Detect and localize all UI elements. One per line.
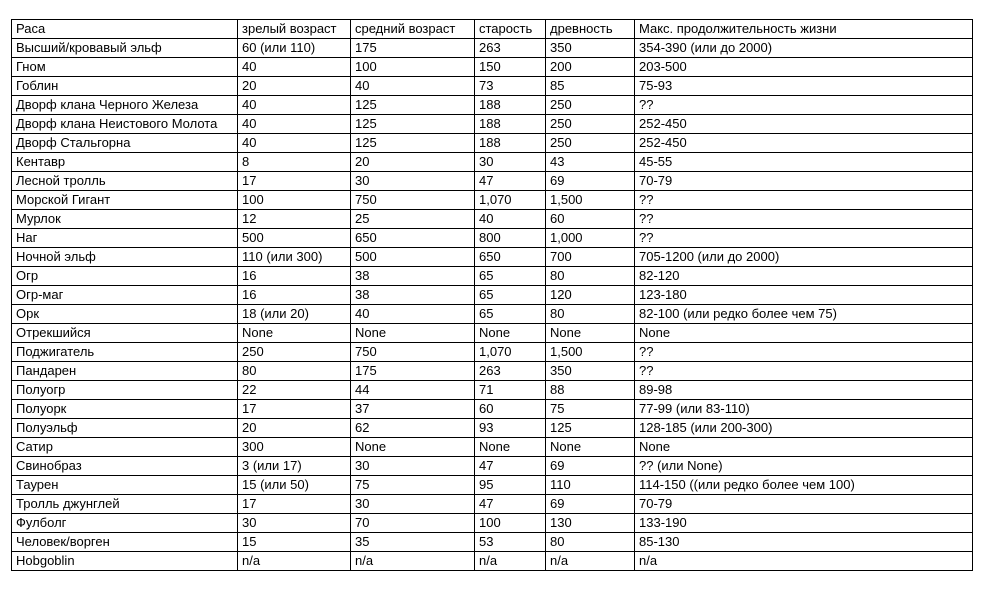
venerable-age-cell: 69 (546, 495, 635, 514)
venerable-age-cell: 250 (546, 115, 635, 134)
race-lifespan-table (11, 19, 973, 571)
race-cell: Гоблин (12, 77, 238, 96)
table-row (12, 419, 973, 438)
old-age-cell: 95 (475, 476, 546, 495)
table-row (12, 533, 973, 552)
max-lifespan-cell: 70-79 (635, 172, 973, 191)
maturity-age-cell: 40 (238, 115, 351, 134)
max-lifespan-cell: 82-120 (635, 267, 973, 286)
max-lifespan-cell: 45-55 (635, 153, 973, 172)
max-lifespan-cell: 252-450 (635, 115, 973, 134)
table-row (12, 400, 973, 419)
race-cell: Hobgoblin (12, 552, 238, 571)
middle-age-cell: 37 (351, 400, 475, 419)
max-lifespan-cell: 89-98 (635, 381, 973, 400)
maturity-age-cell: 16 (238, 286, 351, 305)
race-cell: Высший/кровавый эльф (12, 39, 238, 58)
venerable-age-cell: 60 (546, 210, 635, 229)
table-row (12, 248, 973, 267)
maturity-age-cell: 300 (238, 438, 351, 457)
max-lifespan-cell: 705-1200 (или до 2000) (635, 248, 973, 267)
venerable-age-cell: 250 (546, 134, 635, 153)
old-age-cell: 47 (475, 172, 546, 191)
maturity-age-cell: 3 (или 17) (238, 457, 351, 476)
venerable-age-cell: 350 (546, 362, 635, 381)
max-lifespan-cell: 123-180 (635, 286, 973, 305)
max-lifespan-cell: 252-450 (635, 134, 973, 153)
maturity-age-cell: 100 (238, 191, 351, 210)
middle-age-cell: 20 (351, 153, 475, 172)
old-age-cell: 47 (475, 457, 546, 476)
middle-age-cell: 30 (351, 495, 475, 514)
maturity-age-cell: None (238, 324, 351, 343)
max-lifespan-cell: None (635, 438, 973, 457)
table-row (12, 362, 973, 381)
middle-age-cell: 70 (351, 514, 475, 533)
max-lifespan-cell: ?? (или None) (635, 457, 973, 476)
middle-age-cell: 38 (351, 286, 475, 305)
table-row (12, 457, 973, 476)
max-lifespan-cell: 70-79 (635, 495, 973, 514)
table-row (12, 172, 973, 191)
race-lifespan-sheet (11, 19, 972, 571)
middle-age-cell: 175 (351, 362, 475, 381)
maturity-age-cell: 60 (или 110) (238, 39, 351, 58)
middle-age-cell: 38 (351, 267, 475, 286)
max-lifespan-cell: ?? (635, 191, 973, 210)
max-lifespan-cell: None (635, 324, 973, 343)
maturity-age-cell: 17 (238, 495, 351, 514)
race-cell: Дворф клана Неистового Молота (12, 115, 238, 134)
old-age-cell: 263 (475, 39, 546, 58)
maturity-age-cell: 40 (238, 134, 351, 153)
maturity-age-cell: 8 (238, 153, 351, 172)
max-lifespan-cell: ?? (635, 210, 973, 229)
header-max-lifespan: Макс. продолжительность жизни (635, 20, 973, 39)
old-age-cell: 71 (475, 381, 546, 400)
table-row (12, 191, 973, 210)
venerable-age-cell: 69 (546, 457, 635, 476)
table-row (12, 229, 973, 248)
maturity-age-cell: 18 (или 20) (238, 305, 351, 324)
table-row (12, 552, 973, 571)
old-age-cell: None (475, 324, 546, 343)
venerable-age-cell: 43 (546, 153, 635, 172)
table-row (12, 153, 973, 172)
maturity-age-cell: 80 (238, 362, 351, 381)
max-lifespan-cell: n/a (635, 552, 973, 571)
venerable-age-cell: None (546, 324, 635, 343)
table-row (12, 476, 973, 495)
old-age-cell: 47 (475, 495, 546, 514)
old-age-cell: 30 (475, 153, 546, 172)
max-lifespan-cell: 77-99 (или 83-110) (635, 400, 973, 419)
header-row (12, 20, 973, 39)
venerable-age-cell: 250 (546, 96, 635, 115)
table-row (12, 58, 973, 77)
old-age-cell: 40 (475, 210, 546, 229)
middle-age-cell: 125 (351, 96, 475, 115)
max-lifespan-cell: 354-390 (или до 2000) (635, 39, 973, 58)
max-lifespan-cell: ?? (635, 96, 973, 115)
max-lifespan-cell: ?? (635, 229, 973, 248)
old-age-cell: 800 (475, 229, 546, 248)
venerable-age-cell: 130 (546, 514, 635, 533)
race-cell: Таурен (12, 476, 238, 495)
old-age-cell: 65 (475, 267, 546, 286)
maturity-age-cell: 15 (238, 533, 351, 552)
race-cell: Человек/ворген (12, 533, 238, 552)
table-row (12, 305, 973, 324)
header-venerable-age: древность (546, 20, 635, 39)
table-row (12, 134, 973, 153)
table-row (12, 210, 973, 229)
old-age-cell: 53 (475, 533, 546, 552)
middle-age-cell: 125 (351, 115, 475, 134)
venerable-age-cell: None (546, 438, 635, 457)
header-maturity-age: зрелый возраст (238, 20, 351, 39)
race-cell: Дворф Стальгорна (12, 134, 238, 153)
middle-age-cell: 125 (351, 134, 475, 153)
race-cell: Мурлок (12, 210, 238, 229)
maturity-age-cell: 16 (238, 267, 351, 286)
old-age-cell: 188 (475, 96, 546, 115)
maturity-age-cell: 15 (или 50) (238, 476, 351, 495)
table-row (12, 343, 973, 362)
table-row (12, 286, 973, 305)
old-age-cell: 73 (475, 77, 546, 96)
old-age-cell: 65 (475, 286, 546, 305)
venerable-age-cell: 85 (546, 77, 635, 96)
venerable-age-cell: 1,500 (546, 343, 635, 362)
maturity-age-cell: 17 (238, 400, 351, 419)
venerable-age-cell: 110 (546, 476, 635, 495)
table-row (12, 267, 973, 286)
table-body (12, 39, 973, 571)
venerable-age-cell: 125 (546, 419, 635, 438)
max-lifespan-cell: 203-500 (635, 58, 973, 77)
race-cell: Морской Гигант (12, 191, 238, 210)
race-cell: Полуогр (12, 381, 238, 400)
maturity-age-cell: 40 (238, 96, 351, 115)
maturity-age-cell: 110 (или 300) (238, 248, 351, 267)
table-row (12, 39, 973, 58)
maturity-age-cell: 17 (238, 172, 351, 191)
maturity-age-cell: n/a (238, 552, 351, 571)
max-lifespan-cell: 128-185 (или 200-300) (635, 419, 973, 438)
middle-age-cell: 175 (351, 39, 475, 58)
old-age-cell: 1,070 (475, 191, 546, 210)
race-cell: Орк (12, 305, 238, 324)
table-row (12, 495, 973, 514)
old-age-cell: 93 (475, 419, 546, 438)
old-age-cell: 65 (475, 305, 546, 324)
race-cell: Ночной эльф (12, 248, 238, 267)
venerable-age-cell: 350 (546, 39, 635, 58)
table-row (12, 438, 973, 457)
old-age-cell: 188 (475, 134, 546, 153)
table-row (12, 77, 973, 96)
venerable-age-cell: 88 (546, 381, 635, 400)
maturity-age-cell: 500 (238, 229, 351, 248)
venerable-age-cell: n/a (546, 552, 635, 571)
max-lifespan-cell: 85-130 (635, 533, 973, 552)
race-cell: Кентавр (12, 153, 238, 172)
race-cell: Лесной тролль (12, 172, 238, 191)
header-middle-age: средний возраст (351, 20, 475, 39)
old-age-cell: 150 (475, 58, 546, 77)
venerable-age-cell: 1,000 (546, 229, 635, 248)
race-cell: Наг (12, 229, 238, 248)
old-age-cell: 100 (475, 514, 546, 533)
table-row (12, 381, 973, 400)
middle-age-cell: 750 (351, 343, 475, 362)
venerable-age-cell: 1,500 (546, 191, 635, 210)
header-old-age: старость (475, 20, 546, 39)
middle-age-cell: 40 (351, 77, 475, 96)
table-row (12, 324, 973, 343)
maturity-age-cell: 12 (238, 210, 351, 229)
venerable-age-cell: 75 (546, 400, 635, 419)
table-row (12, 96, 973, 115)
old-age-cell: None (475, 438, 546, 457)
old-age-cell: 1,070 (475, 343, 546, 362)
middle-age-cell: n/a (351, 552, 475, 571)
max-lifespan-cell: 75-93 (635, 77, 973, 96)
max-lifespan-cell: 82-100 (или редко более чем 75) (635, 305, 973, 324)
race-cell: Полуорк (12, 400, 238, 419)
maturity-age-cell: 40 (238, 58, 351, 77)
table-row (12, 115, 973, 134)
race-cell: Фулболг (12, 514, 238, 533)
max-lifespan-cell: ?? (635, 362, 973, 381)
race-cell: Пандарен (12, 362, 238, 381)
old-age-cell: 650 (475, 248, 546, 267)
venerable-age-cell: 80 (546, 267, 635, 286)
race-cell: Сатир (12, 438, 238, 457)
middle-age-cell: 30 (351, 172, 475, 191)
middle-age-cell: 500 (351, 248, 475, 267)
old-age-cell: 188 (475, 115, 546, 134)
middle-age-cell: 35 (351, 533, 475, 552)
race-cell: Отрекшийся (12, 324, 238, 343)
header-race: Раса (12, 20, 238, 39)
race-cell: Дворф клана Черного Железа (12, 96, 238, 115)
race-cell: Гном (12, 58, 238, 77)
middle-age-cell: 100 (351, 58, 475, 77)
middle-age-cell: 40 (351, 305, 475, 324)
middle-age-cell: None (351, 438, 475, 457)
middle-age-cell: 62 (351, 419, 475, 438)
table-row (12, 514, 973, 533)
maturity-age-cell: 22 (238, 381, 351, 400)
middle-age-cell: 750 (351, 191, 475, 210)
race-cell: Огр (12, 267, 238, 286)
maturity-age-cell: 20 (238, 77, 351, 96)
middle-age-cell: None (351, 324, 475, 343)
venerable-age-cell: 200 (546, 58, 635, 77)
middle-age-cell: 650 (351, 229, 475, 248)
middle-age-cell: 25 (351, 210, 475, 229)
old-age-cell: 60 (475, 400, 546, 419)
venerable-age-cell: 120 (546, 286, 635, 305)
race-cell: Огр-маг (12, 286, 238, 305)
max-lifespan-cell: 133-190 (635, 514, 973, 533)
middle-age-cell: 30 (351, 457, 475, 476)
maturity-age-cell: 250 (238, 343, 351, 362)
venerable-age-cell: 80 (546, 305, 635, 324)
venerable-age-cell: 700 (546, 248, 635, 267)
venerable-age-cell: 69 (546, 172, 635, 191)
race-cell: Тролль джунглей (12, 495, 238, 514)
middle-age-cell: 44 (351, 381, 475, 400)
middle-age-cell: 75 (351, 476, 475, 495)
venerable-age-cell: 80 (546, 533, 635, 552)
race-cell: Свинобраз (12, 457, 238, 476)
maturity-age-cell: 30 (238, 514, 351, 533)
old-age-cell: n/a (475, 552, 546, 571)
race-cell: Поджигатель (12, 343, 238, 362)
race-cell: Полуэльф (12, 419, 238, 438)
old-age-cell: 263 (475, 362, 546, 381)
max-lifespan-cell: 114-150 ((или редко более чем 100) (635, 476, 973, 495)
maturity-age-cell: 20 (238, 419, 351, 438)
max-lifespan-cell: ?? (635, 343, 973, 362)
